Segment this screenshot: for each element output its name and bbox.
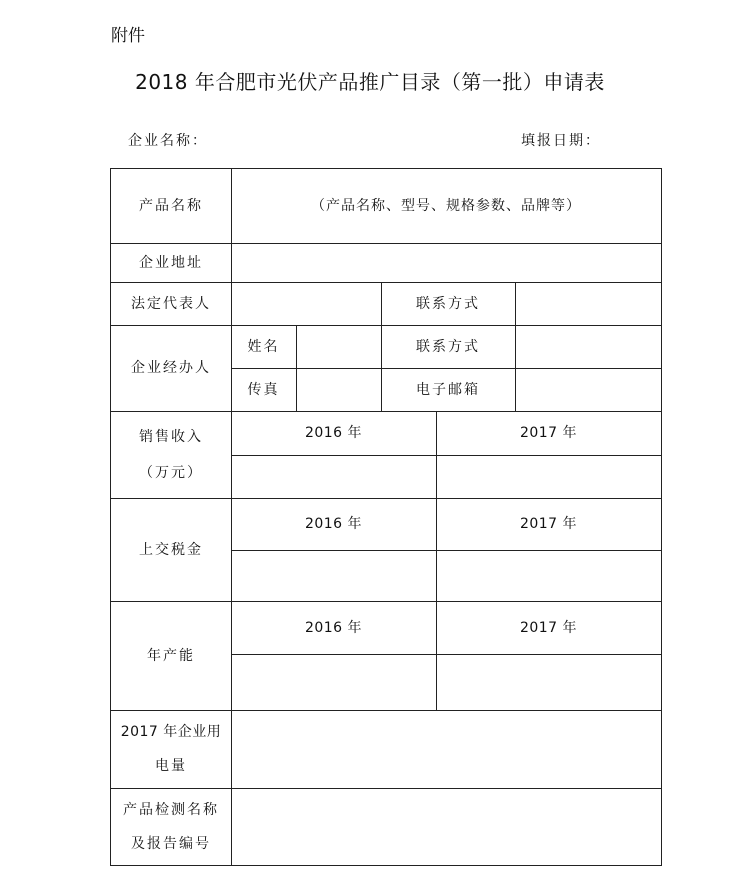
address-label: 企业地址 [139,254,203,271]
electricity-usage-label-line1: 2017 年企业用 [120,724,222,740]
inspection-report-label-line1: 产品检测名称 [123,801,219,818]
electricity-usage-input[interactable] [232,711,660,787]
handler-name-input[interactable] [297,326,380,367]
fill-date-label: 填报日期： [521,133,601,149]
tax-2016-input[interactable] [232,551,435,600]
company-name-label: 企业名称： [128,133,208,149]
capacity-year-2017-header: 2017 年 [519,619,578,636]
handler-name-label: 姓名 [247,338,280,355]
fax-label: 传真 [247,381,280,398]
email-label: 电子邮箱 [416,381,480,398]
product-name-input[interactable] [232,170,660,242]
tax-paid-label: 上交税金 [139,541,203,558]
inspection-report-input[interactable] [232,789,660,864]
legal-rep-contact-label: 联系方式 [416,295,480,312]
sales-year-2017-header: 2017 年 [519,425,578,441]
tax-year-2017-header: 2017 年 [519,516,578,532]
tax-2017-input[interactable] [437,551,660,600]
sales-revenue-label-line1: 销售收入 [139,428,203,445]
sales-2016-input[interactable] [232,456,435,497]
handler-contact-input[interactable] [516,326,660,367]
fax-input[interactable] [297,369,380,410]
tax-year-2016-header: 2016 年 [304,516,363,532]
inspection-report-label-line2: 及报告编号 [131,835,211,852]
sales-2017-input[interactable] [437,456,660,497]
sales-year-2016-header: 2016 年 [304,425,363,441]
annex-label: 附件 [111,26,145,46]
application-form-table [110,168,662,866]
legal-representative-input[interactable] [232,283,380,324]
page-title: 2018 年合肥市光伏产品推广目录（第一批）申请表 [135,70,605,94]
capacity-2017-input[interactable] [437,655,660,709]
handler-contact-label: 联系方式 [416,338,480,355]
sales-revenue-label [111,411,231,498]
sales-revenue-label-line2: （万元） [139,464,203,481]
email-input[interactable] [516,369,660,410]
electricity-usage-label [111,710,231,788]
inspection-report-label [111,788,231,865]
annual-capacity-label: 年产能 [147,647,195,664]
legal-rep-contact-input[interactable] [516,283,660,324]
handler-label: 企业经办人 [131,360,211,376]
product-name-hint: （产品名称、型号、规格参数、品牌等） [311,198,581,214]
capacity-2016-input[interactable] [232,655,435,709]
product-name-label: 产品名称 [139,198,203,214]
address-input[interactable] [232,244,660,281]
capacity-year-2016-header: 2016 年 [304,619,363,636]
legal-representative-label: 法定代表人 [131,295,211,312]
electricity-usage-label-line2: 电量 [155,758,187,774]
